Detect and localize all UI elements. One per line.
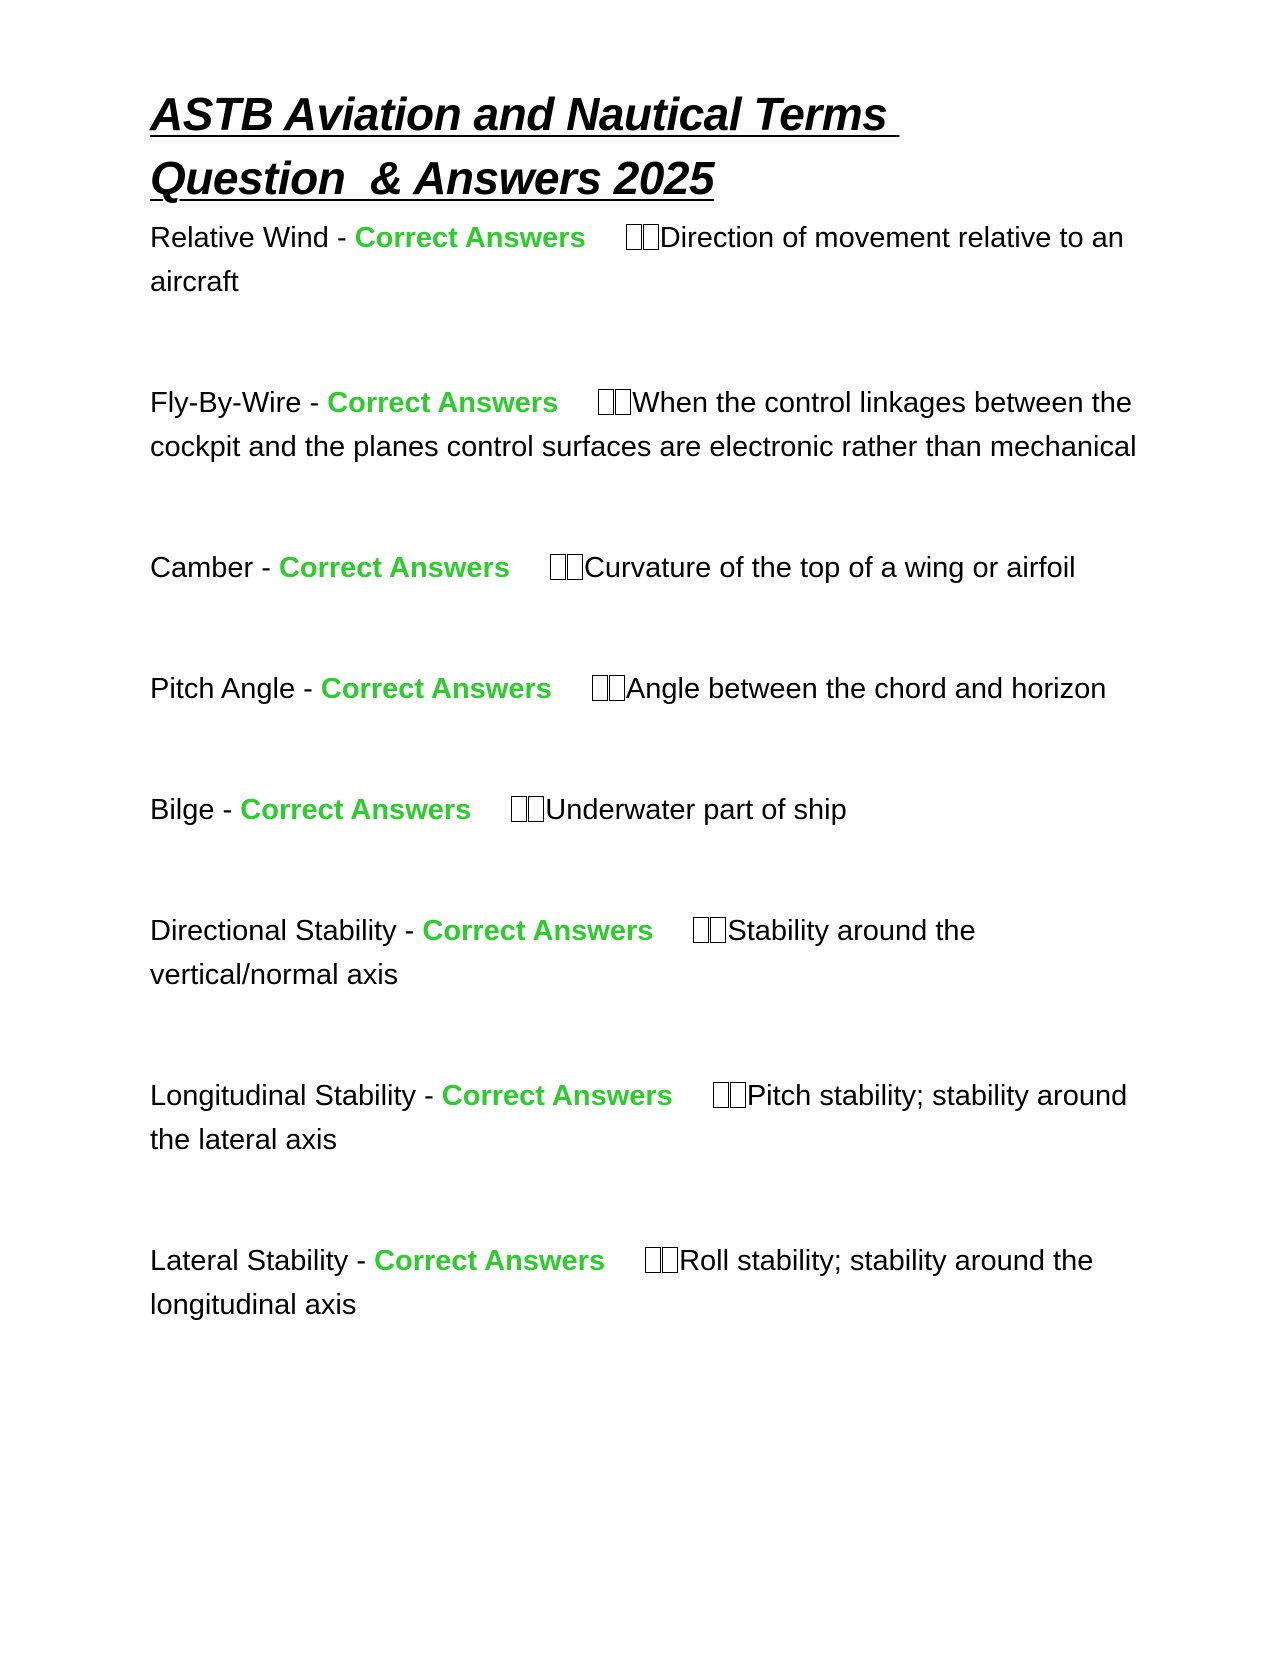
qa-answer: Curvature of the top of a wing or airfoil — [583, 552, 1076, 584]
box-icon — [598, 389, 614, 415]
qa-term: Bilge — [150, 794, 215, 826]
qa-separator: - — [295, 673, 321, 705]
qa-separator: - — [348, 1245, 375, 1277]
title-line-1: ASTB Aviation and Nautical Terms — [150, 88, 900, 140]
qa-separator: - — [253, 552, 279, 584]
qa-separator: - — [328, 222, 355, 254]
qa-term: Directional Stability — [150, 915, 397, 947]
box-icon — [713, 1082, 729, 1108]
box-icon — [730, 1082, 746, 1108]
correct-answers-label: Correct Answers — [278, 552, 510, 584]
qa-list — [150, 216, 1140, 1327]
qa-item — [150, 1074, 1140, 1162]
qa-term: Pitch Angle — [150, 673, 296, 705]
qa-term: Lateral Stability — [150, 1245, 349, 1277]
qa-answer: Roll stability; stability around the longitudinal axis — [150, 1245, 1094, 1321]
qa-answer: Stability around the vertical/normal axis — [150, 915, 976, 991]
box-icon — [528, 796, 544, 822]
box-icon — [693, 917, 709, 943]
box-icon — [710, 917, 726, 943]
qa-item — [150, 381, 1140, 469]
box-icon — [511, 796, 527, 822]
qa-answer: Pitch stability; stability around the lateral axis — [150, 1080, 1128, 1156]
correct-answers-label: Correct Answers — [320, 673, 552, 705]
qa-answer: Underwater part of ship — [545, 794, 847, 826]
box-icon — [626, 224, 642, 250]
box-icon — [567, 554, 583, 580]
qa-separator: - — [416, 1080, 442, 1112]
box-icon — [643, 224, 659, 250]
document-page — [150, 82, 1140, 1404]
box-icon — [550, 554, 566, 580]
qa-item — [150, 546, 1140, 590]
correct-answers-label: Correct Answers — [354, 222, 586, 254]
qa-answer: When the control linkages between the cockpit and the planes control surfaces are electronic rather than mechanical — [150, 387, 1137, 463]
qa-item — [150, 1239, 1140, 1327]
correct-answers-label: Correct Answers — [441, 1080, 673, 1112]
qa-term: Camber — [150, 552, 254, 584]
qa-item — [150, 667, 1140, 711]
qa-item — [150, 909, 1140, 997]
qa-item — [150, 216, 1140, 304]
correct-answers-label: Correct Answers — [327, 387, 559, 419]
qa-separator: - — [214, 794, 241, 826]
qa-separator: - — [396, 915, 423, 947]
correct-answers-label: Correct Answers — [374, 1245, 606, 1277]
qa-term: Longitudinal Stability — [150, 1080, 417, 1112]
qa-term: Relative Wind — [150, 222, 329, 254]
qa-term: Fly-By-Wire — [150, 387, 302, 419]
qa-answer: Angle between the chord and horizon — [625, 673, 1107, 705]
box-icon — [609, 675, 625, 701]
box-icon — [645, 1247, 661, 1273]
box-icon — [592, 675, 608, 701]
correct-answers-label: Correct Answers — [240, 794, 472, 826]
title-line-2: Question & Answers 2025 — [150, 152, 715, 204]
document-title — [150, 82, 1140, 210]
correct-answers-label: Correct Answers — [422, 915, 654, 947]
qa-separator: - — [301, 387, 328, 419]
qa-answer: Direction of movement relative to an aircraft — [150, 222, 1124, 298]
qa-item — [150, 788, 1140, 832]
box-icon — [615, 389, 631, 415]
box-icon — [662, 1247, 678, 1273]
